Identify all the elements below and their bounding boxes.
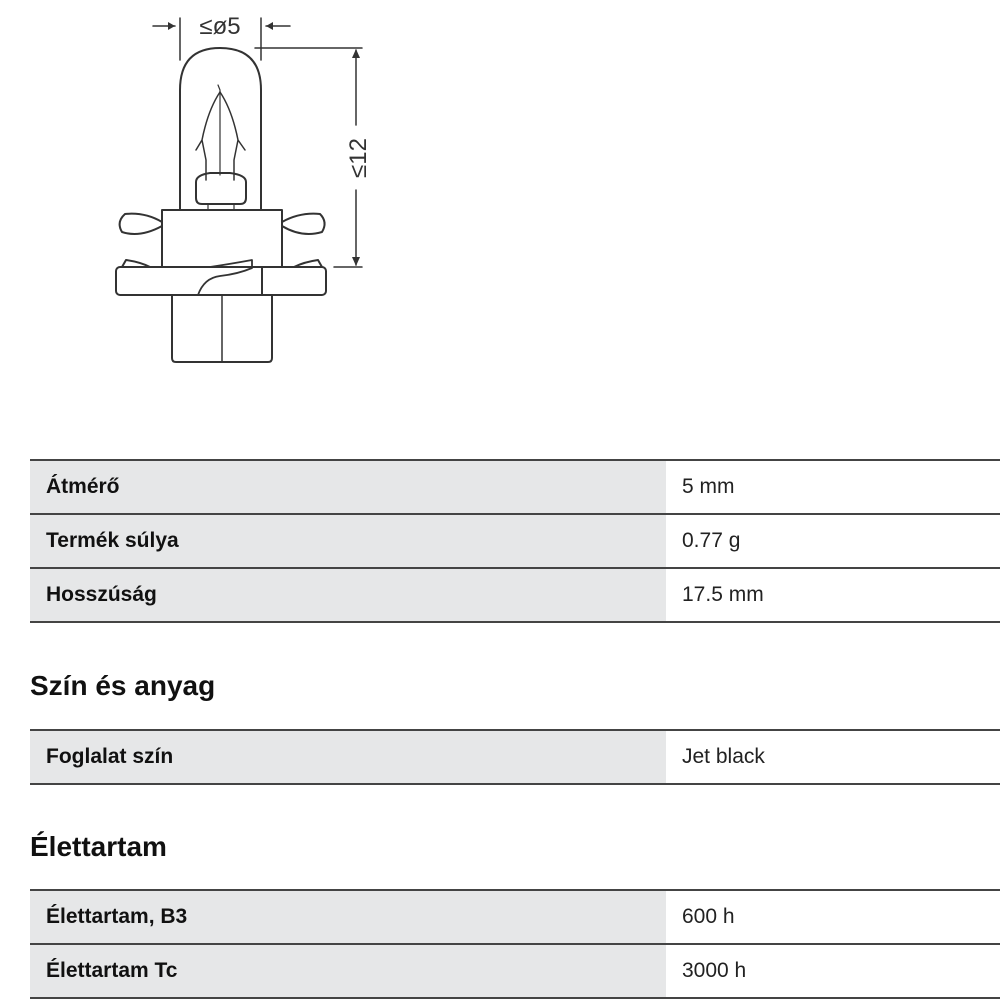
row-value: Jet black xyxy=(666,731,1000,783)
table-row xyxy=(30,515,1000,569)
row-value: 600 h xyxy=(666,891,1000,943)
row-label: Élettartam, B3 xyxy=(30,891,666,943)
row-value: 5 mm xyxy=(666,461,1000,513)
diameter-label: ≤ø5 xyxy=(199,13,241,40)
row-value: 3000 h xyxy=(666,945,1000,997)
row-value: 17.5 mm xyxy=(666,569,1000,621)
color-material-table xyxy=(30,729,1000,785)
row-label: Hosszúság xyxy=(30,569,666,621)
dimensions-table xyxy=(30,459,1000,623)
table-row xyxy=(30,569,1000,623)
row-label: Foglalat szín xyxy=(30,731,666,783)
table-row xyxy=(30,945,1000,999)
bulb-technical-drawing xyxy=(100,0,400,380)
table-row xyxy=(30,461,1000,515)
table-row xyxy=(30,731,1000,785)
section-title-color-material: Szín és anyag xyxy=(30,670,216,701)
lifetime-table xyxy=(30,889,1000,999)
row-value: 0.77 g xyxy=(666,515,1000,567)
table-row xyxy=(30,891,1000,945)
row-label: Termék súlya xyxy=(30,515,666,567)
row-label: Élettartam Tc xyxy=(30,945,666,997)
section-title-lifetime: Élettartam xyxy=(30,831,167,862)
height-label: ≤12 xyxy=(345,138,372,178)
row-label: Átmérő xyxy=(30,461,666,513)
